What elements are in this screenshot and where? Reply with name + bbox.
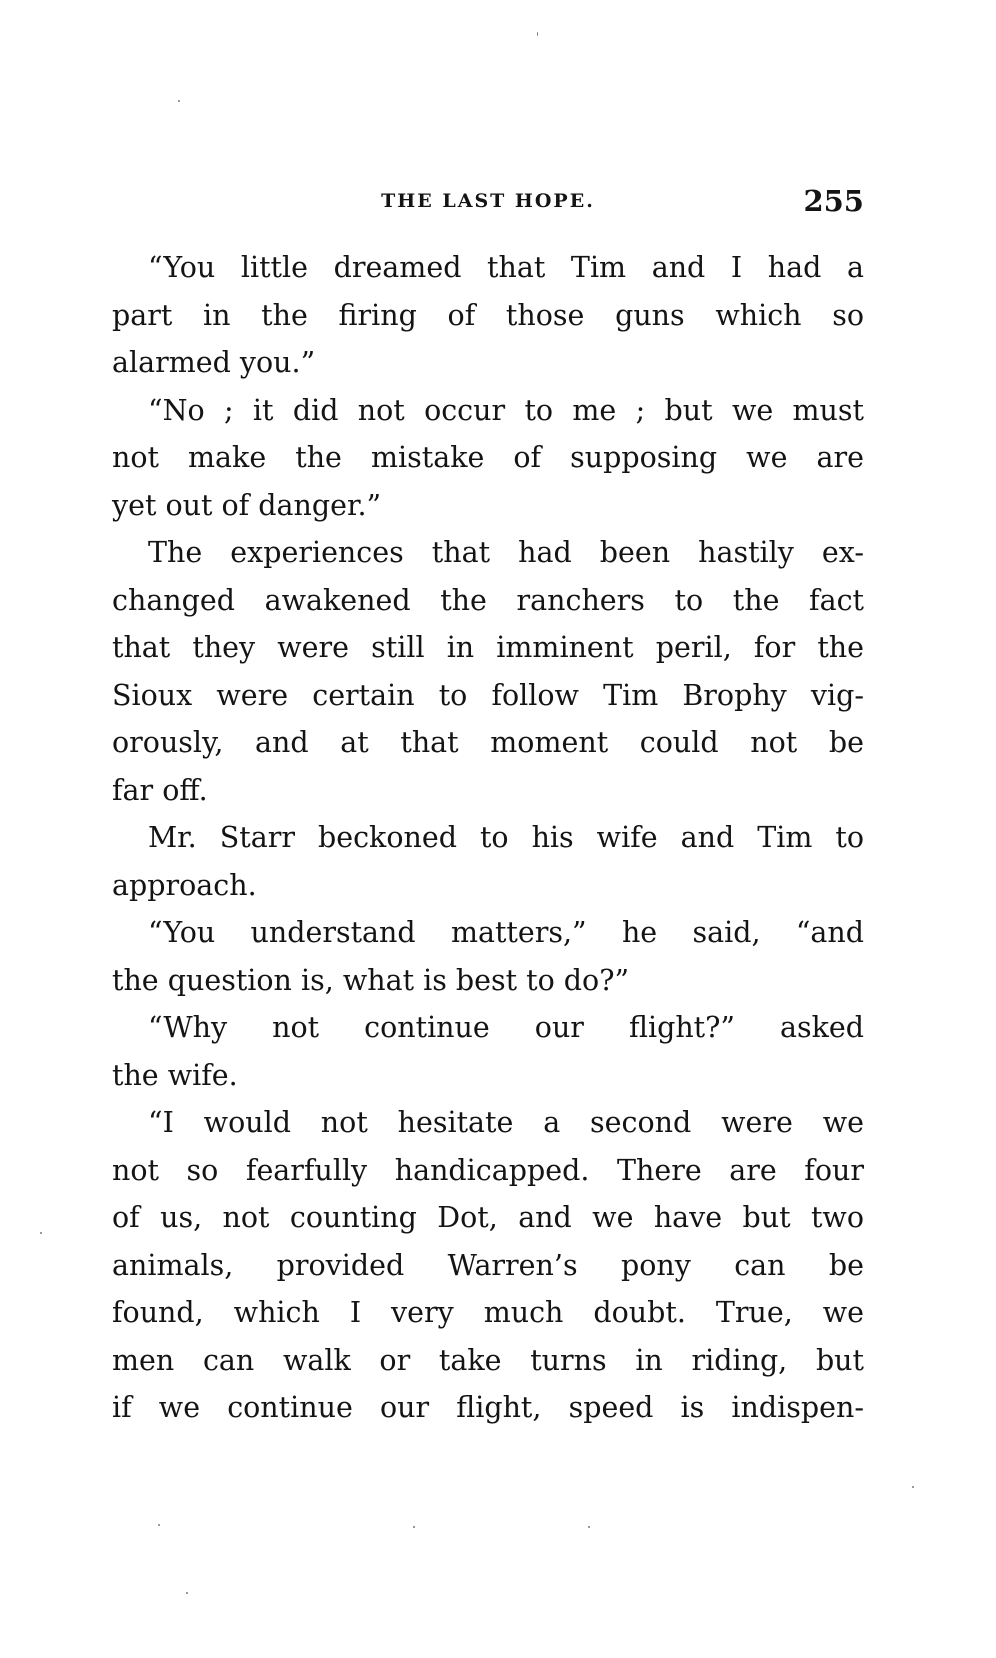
text-line: found, which I very much doubt. True, we: [112, 1296, 864, 1329]
text-line: animals, provided Warren’s pony can be: [112, 1248, 864, 1282]
body-text: [112, 244, 864, 1432]
text-line: the wife.: [112, 1058, 238, 1092]
text-line: “You understand matters,” he said, “and: [148, 916, 864, 949]
running-head: [112, 184, 864, 224]
speck: [178, 100, 180, 102]
text-line: changed awakened the ranchers to the fact: [112, 583, 864, 617]
text-line: the question is, what is best to do?”: [112, 963, 630, 997]
speck: [912, 1486, 914, 1488]
speck: [537, 32, 538, 36]
speck: [40, 1232, 42, 1234]
speck: [158, 1524, 160, 1526]
text-line: if we continue our flight, speed is indispen-: [112, 1391, 864, 1424]
text-line: far off.: [112, 773, 208, 807]
text-line: “You little dreamed that Tim and I had a: [148, 251, 864, 284]
text-line: Mr. Starr beckoned to his wife and Tim to: [148, 821, 864, 854]
text-line: not so fearfully handicapped. There are four: [112, 1153, 864, 1187]
text-line: alarmed you.”: [112, 346, 316, 379]
text-line: yet out of danger.”: [112, 488, 382, 522]
text-line: “Why not continue our flight?” asked: [148, 1011, 864, 1044]
text-line: “I would not hesitate a second were we: [148, 1106, 864, 1139]
speck: [413, 1526, 415, 1528]
text-line: of us, not counting Dot, and we have but two: [112, 1201, 864, 1234]
text-line: orously, and at that moment could not be: [112, 726, 864, 759]
speck: [186, 1592, 188, 1594]
text-line: Sioux were certain to follow Tim Brophy vig-: [112, 678, 864, 712]
speck: [588, 1526, 590, 1528]
text-line: men can walk or take turns in riding, but: [112, 1343, 864, 1377]
text-line: part in the firing of those guns which so: [112, 298, 864, 332]
text-line: The experiences that had been hastily ex-: [148, 536, 864, 569]
text-line: “No ; it did not occur to me ; but we must: [148, 393, 864, 427]
text-line: not make the mistake of supposing we are: [112, 441, 864, 474]
page-number: 255: [803, 184, 864, 218]
text-line: that they were still in imminent peril, for the: [112, 631, 864, 664]
text-line: approach.: [112, 868, 257, 902]
running-title: THE LAST HOPE.: [381, 190, 595, 212]
